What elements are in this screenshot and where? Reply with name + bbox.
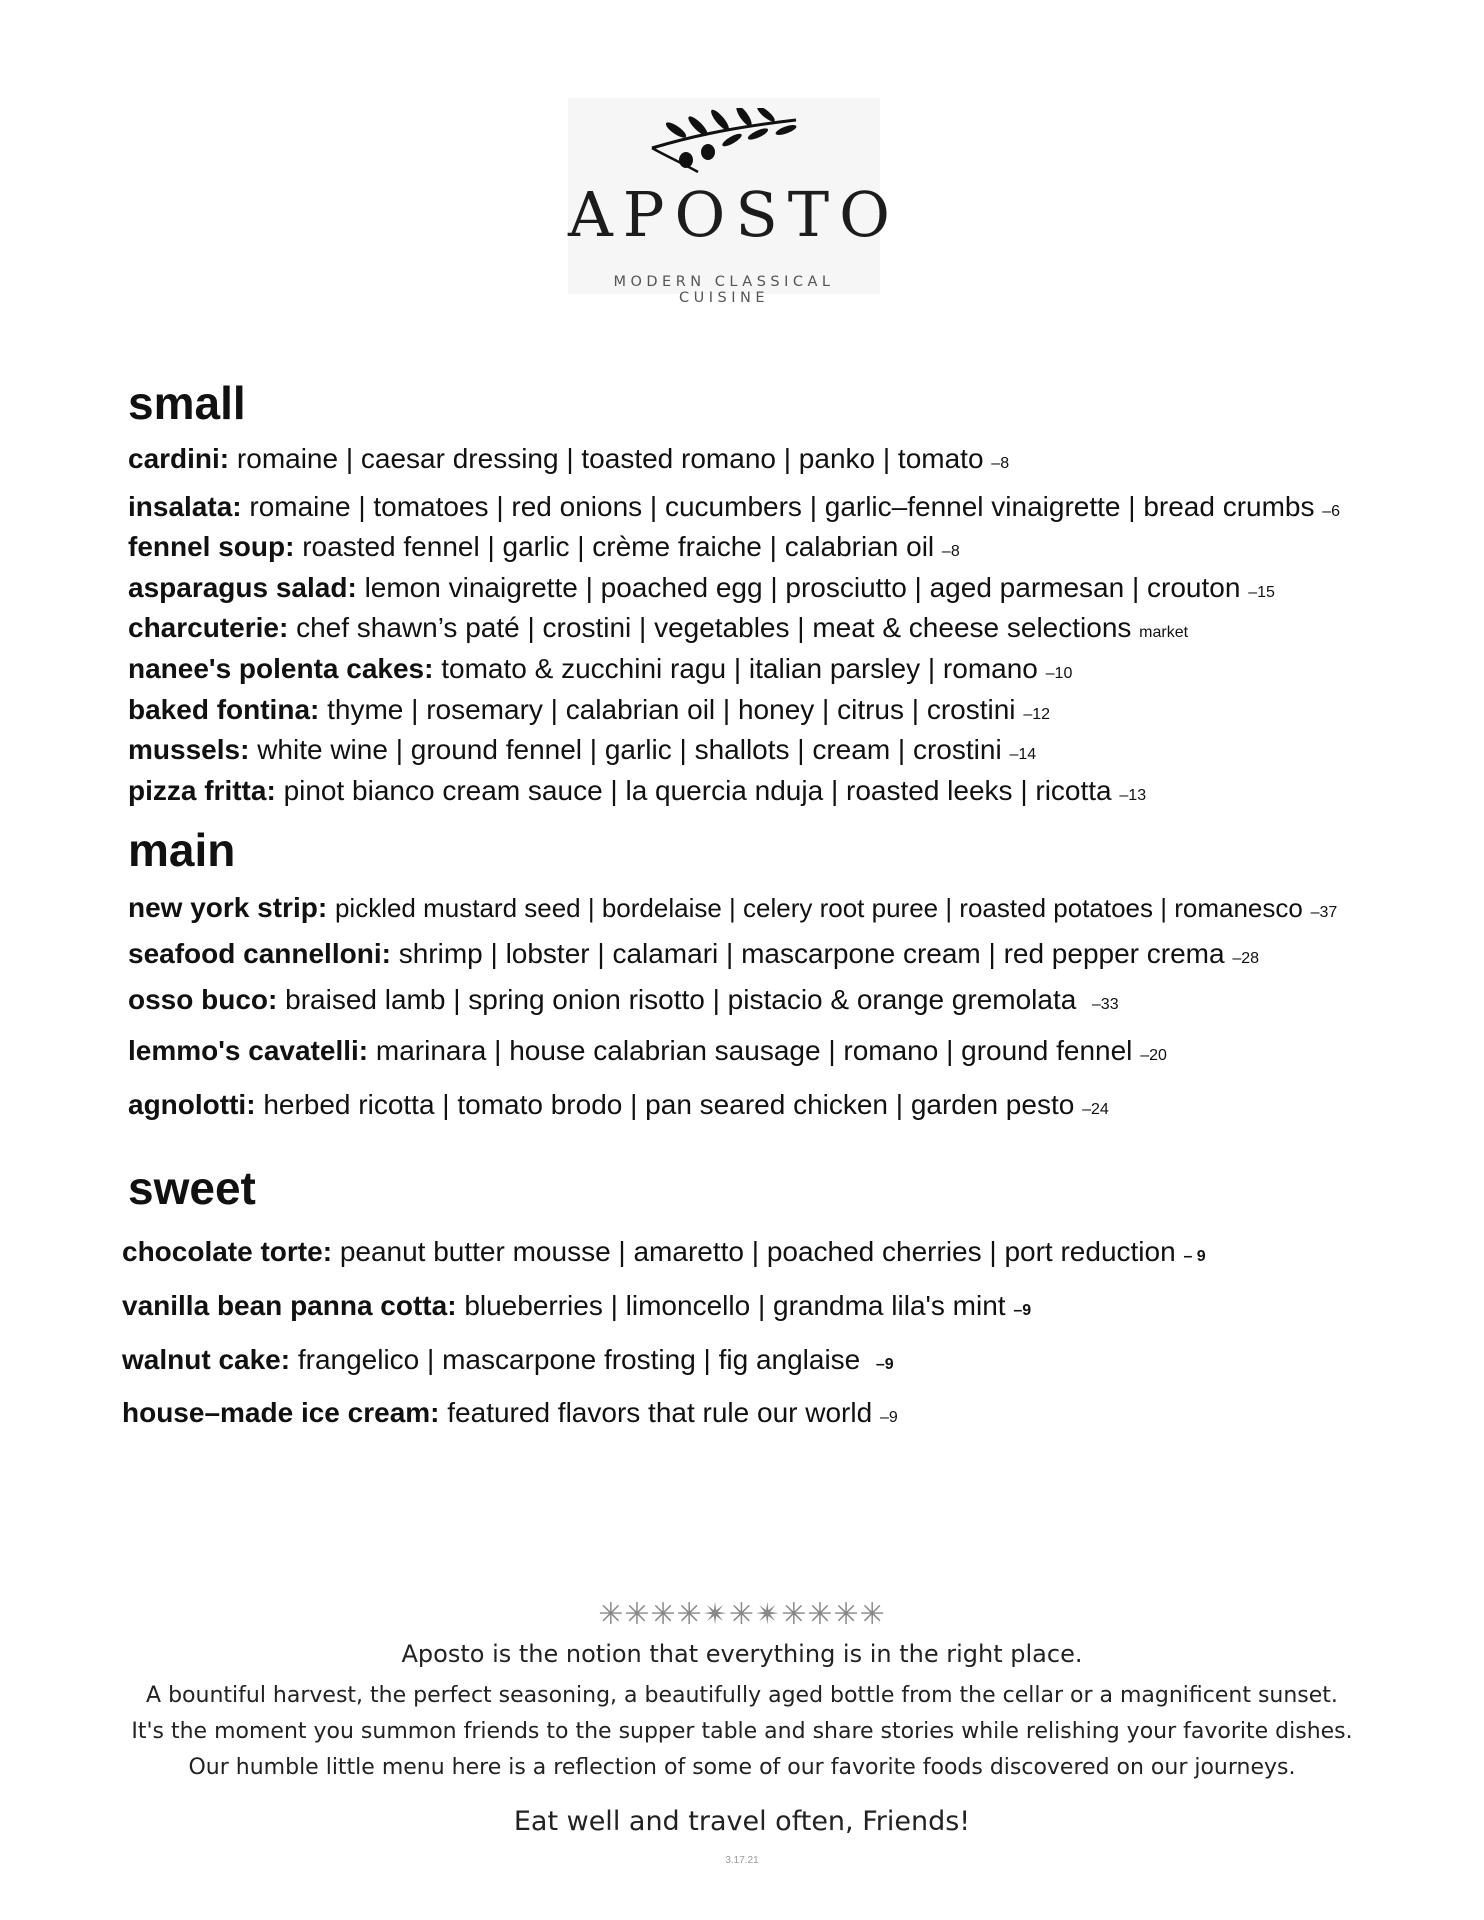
item-description: braised lamb | spring onion risotto | pistacio & orange gremolata [285, 983, 1077, 1015]
item-name: cardini: [128, 443, 230, 474]
menu-item [128, 891, 1468, 925]
menu-item [128, 611, 1468, 645]
item-description: white wine | ground fennel | garlic | shallots | cream | crostini [257, 734, 1002, 766]
brand-tagline: MODERN CLASSICAL CUISINE [613, 274, 835, 306]
item-name: insalata: [128, 490, 242, 522]
item-name: pizza fritta: [128, 774, 276, 806]
menu-item [128, 1088, 1468, 1122]
section-main [128, 824, 1468, 1121]
item-price: –20 [1140, 1047, 1167, 1065]
item-description: roasted fennel | garlic | crème fraiche | calabrian oil [302, 531, 935, 563]
item-price: –8 [941, 543, 960, 561]
item-price: –9 [875, 1355, 894, 1373]
item-description: marinara | house calabrian sausage | romano | ground fennel [375, 1035, 1133, 1067]
item-description: frangelico | mascarpone frosting | fig anglaise [297, 1343, 861, 1375]
item-description: pickled mustard seed | bordelaise | celery root puree | roasted potatoes | romanesco [334, 893, 1303, 924]
item-price: –12 [1023, 705, 1051, 723]
logo [568, 98, 900, 306]
brand-name: APOSTO [568, 178, 900, 251]
item-description: romaine | caesar dressing | toasted romano | panko | tomato [236, 443, 984, 474]
item-description: pinot bianco cream sauce | la quercia nduja | roasted leeks | ricotta [283, 774, 1112, 806]
menu-date: 3.17.21 [725, 1855, 759, 1866]
menu-item [128, 733, 1468, 767]
footer-line-1: Aposto is the notion that everything is in the right place. [401, 1640, 1083, 1668]
item-price: market [1139, 624, 1189, 642]
footer-line-2: A bountiful harvest, the perfect seasoning, a beautifully aged bottle from the cellar or a magnificent sunset. [146, 1683, 1338, 1708]
item-price: –24 [1082, 1100, 1109, 1118]
footer [0, 1600, 1484, 1866]
menu-item [128, 774, 1468, 808]
item-name: nanee's polenta cakes: [128, 652, 434, 684]
star-ornament-icon: ✳✳✳✳✴✳✴✳✳✳✳ [598, 1598, 886, 1631]
menu-item [128, 983, 1468, 1017]
item-price: –9 [1013, 1301, 1032, 1319]
section-sweet [122, 1162, 1468, 1429]
item-price: –37 [1310, 904, 1338, 922]
item-price: –8 [991, 455, 1010, 472]
menu-item [122, 1343, 1468, 1377]
section-title: small [128, 377, 246, 429]
footer-closing: Eat well and travel often, Friends! [513, 1806, 971, 1837]
menu-item [128, 571, 1468, 605]
item-name: new york strip: [128, 892, 328, 924]
item-description: romaine | tomatoes | red onions | cucumbers | garlic–fennel vinaigrette | bread crumbs [249, 490, 1315, 522]
section-title: sweet [128, 1162, 256, 1215]
item-name: mussels: [128, 734, 250, 766]
item-name: seafood cannelloni: [128, 937, 391, 969]
menu-item [128, 442, 1468, 476]
item-description: chef shawn’s paté | crostini | vegetables | meat & cheese selections [296, 612, 1132, 644]
menu-item [128, 1034, 1468, 1068]
section-title: main [128, 824, 236, 877]
item-name: chocolate torte: [122, 1236, 333, 1268]
section-small [128, 377, 1468, 807]
menu-item [128, 490, 1468, 524]
item-price: – 9 [1183, 1248, 1206, 1266]
item-name: baked fontina: [128, 693, 320, 725]
item-description: herbed ricotta | tomato brodo | pan seared chicken | garden pesto [263, 1088, 1075, 1120]
menu-item [128, 652, 1468, 686]
item-name: lemmo's cavatelli: [128, 1035, 369, 1067]
item-name: charcuterie: [128, 612, 289, 644]
item-price: –10 [1045, 664, 1073, 682]
item-description: thyme | rosemary | calabrian oil | honey | citrus | crostini [327, 693, 1016, 725]
item-description: tomato & zucchini ragu | italian parsley | romano [441, 652, 1038, 684]
item-name: house–made ice cream: [122, 1397, 440, 1429]
menu [122, 377, 1468, 1430]
item-price: –9 [879, 1409, 898, 1427]
menu-item [128, 937, 1468, 971]
menu-item [128, 693, 1468, 727]
item-price: –28 [1232, 949, 1260, 967]
menu-item [122, 1396, 1468, 1430]
item-price: –33 [1091, 995, 1119, 1013]
olive-branch-icon [646, 108, 802, 178]
menu-item [122, 1289, 1468, 1323]
item-name: vanilla bean panna cotta: [122, 1289, 457, 1321]
footer-line-4: Our humble little menu here is a reflection of some of our favorite foods discovered on our journeys. [188, 1755, 1296, 1780]
item-price: –15 [1248, 583, 1275, 601]
item-price: –13 [1119, 786, 1147, 804]
item-name: osso buco: [128, 983, 278, 1015]
item-description: featured flavors that rule our world [447, 1397, 873, 1429]
menu-item [128, 530, 1468, 564]
item-name: agnolotti: [128, 1088, 256, 1120]
item-description: lemon vinaigrette | poached egg | prosciutto | aged parmesan | crouton [364, 571, 1241, 603]
footer-line-3: It's the moment you summon friends to the supper table and share stories while relishing your favorite dishes. [131, 1719, 1353, 1744]
item-name: walnut cake: [122, 1343, 291, 1375]
item-description: peanut butter mousse | amaretto | poached cherries | port reduction [339, 1236, 1176, 1268]
item-name: fennel soup: [128, 531, 295, 563]
menu-item [122, 1235, 1468, 1269]
item-price: –6 [1322, 502, 1341, 520]
item-description: blueberries | limoncello | grandma lila's mint [464, 1289, 1006, 1321]
item-name: asparagus salad: [128, 571, 357, 603]
item-price: –14 [1009, 746, 1037, 764]
item-description: shrimp | lobster | calamari | mascarpone cream | red pepper crema [398, 937, 1225, 969]
